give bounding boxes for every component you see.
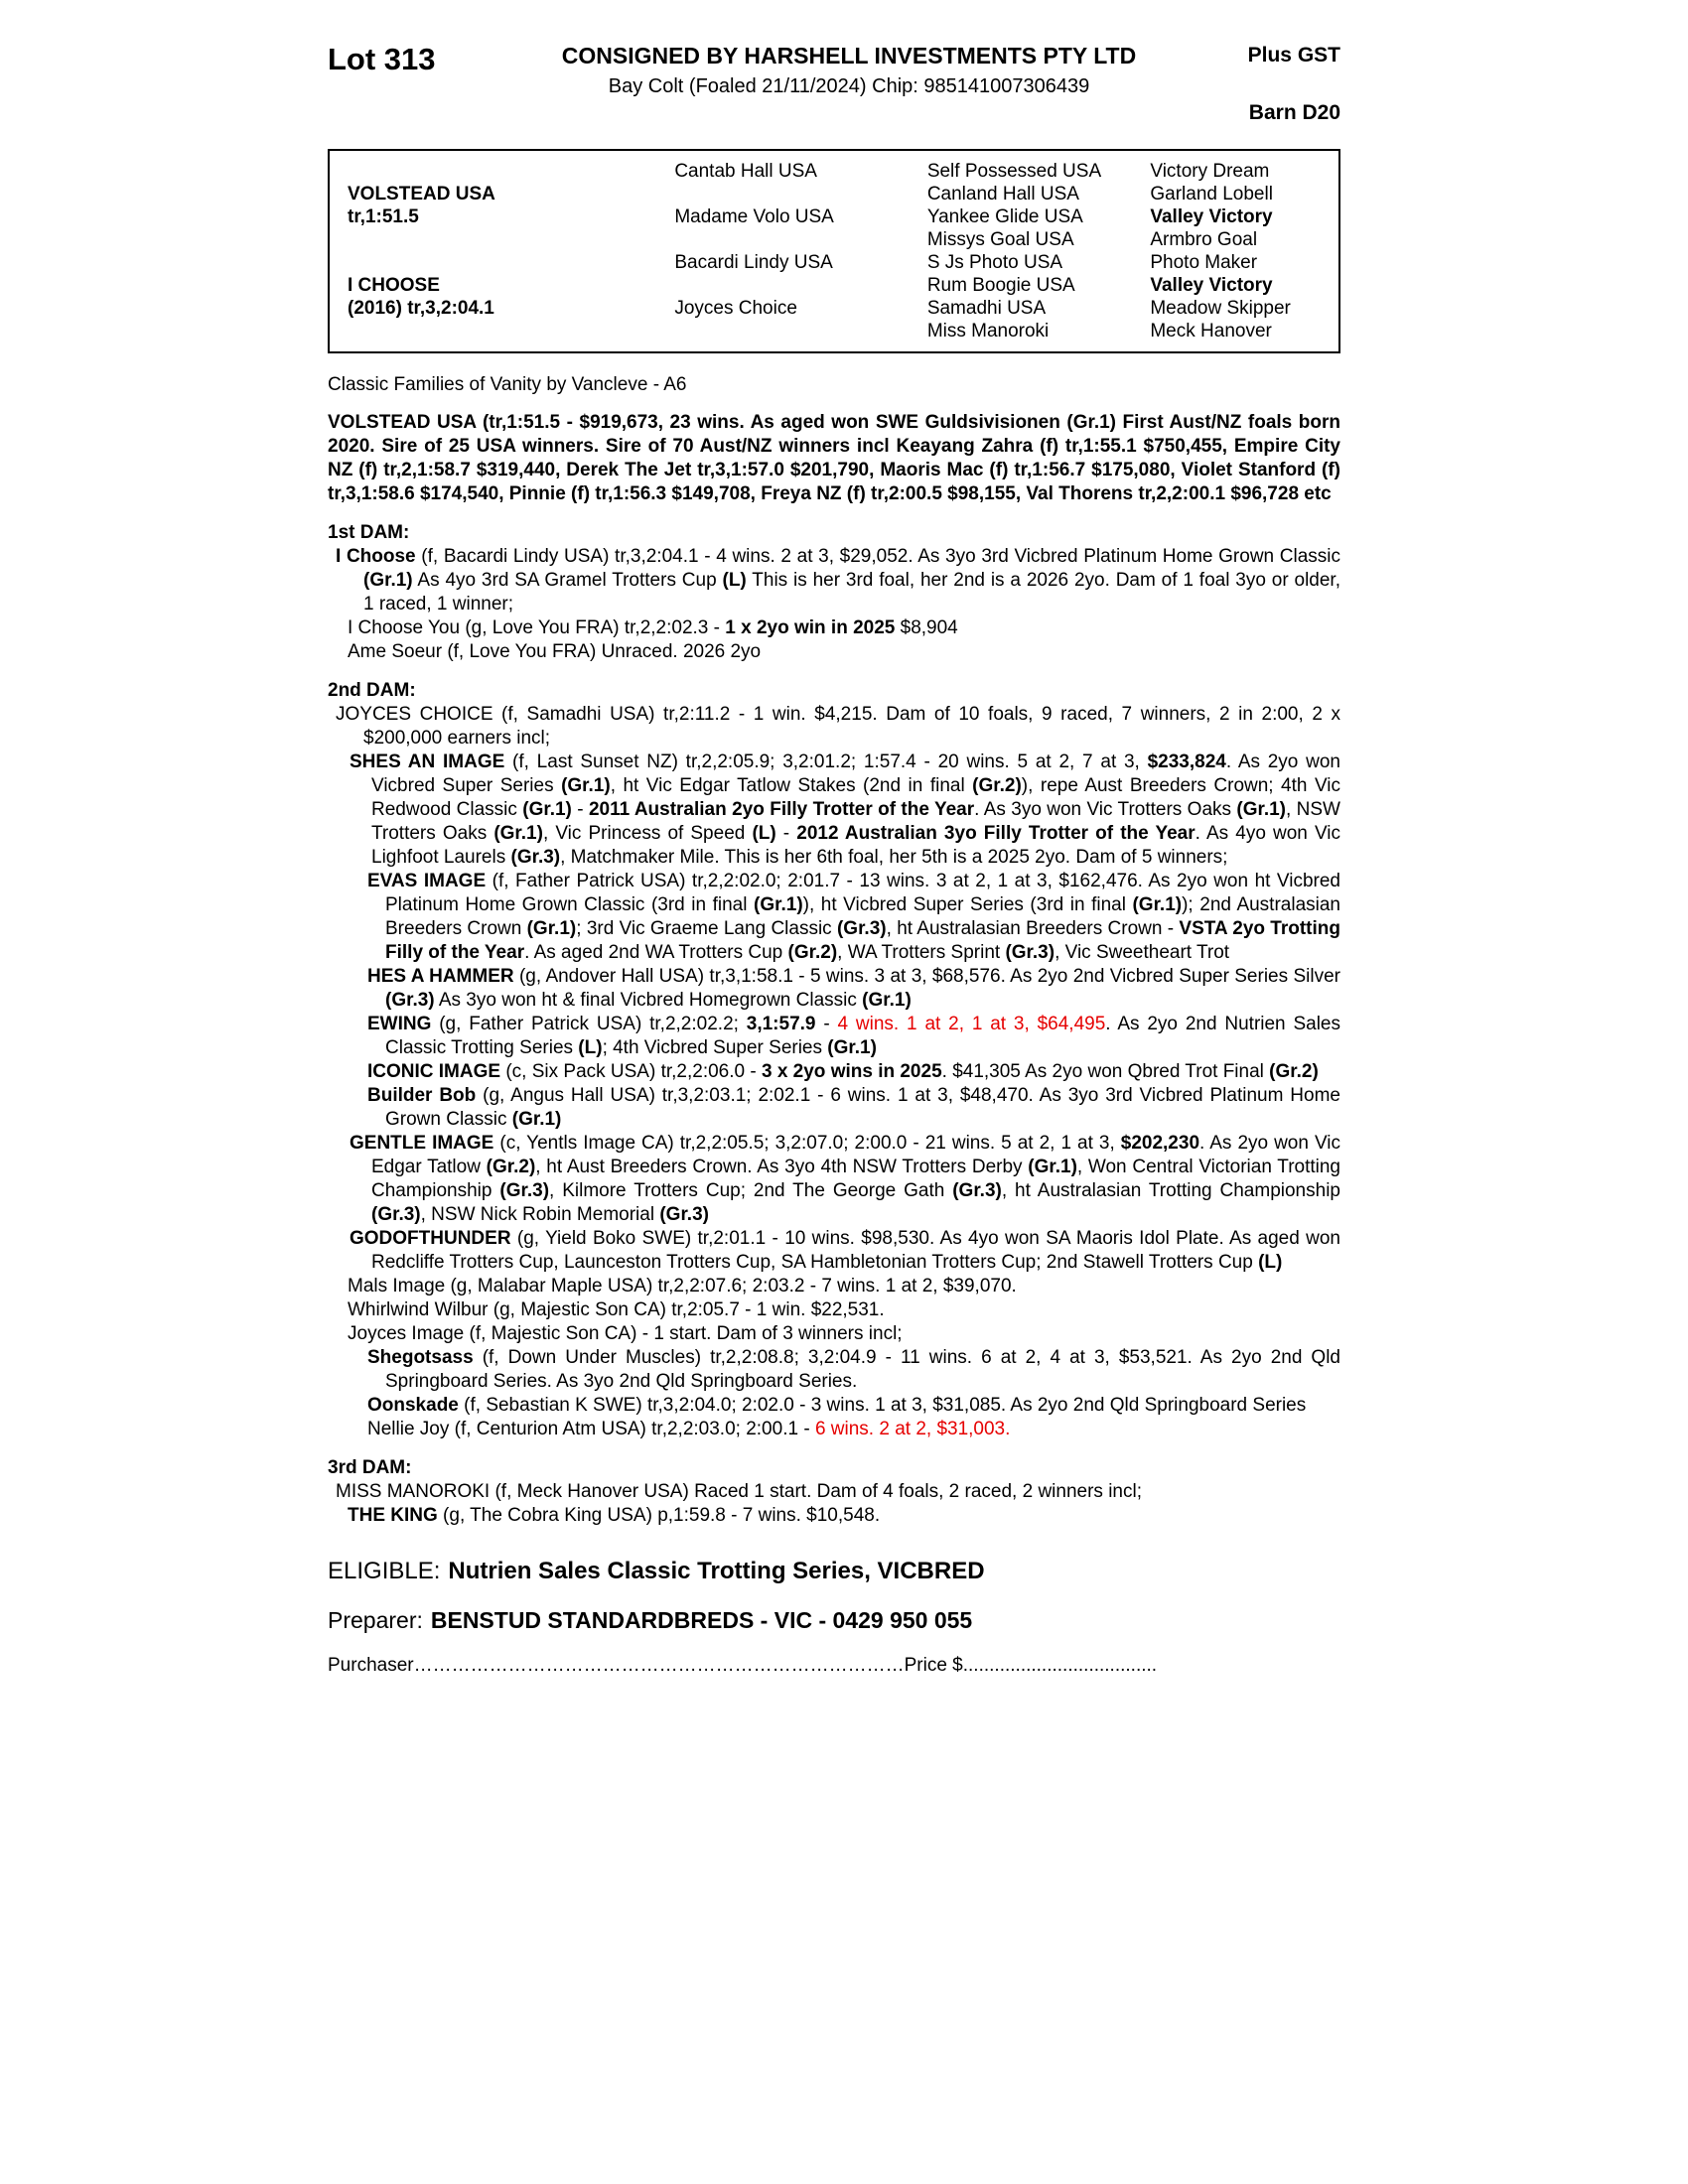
pedigree-cell <box>674 228 926 251</box>
pedigree-cell: Rum Boogie USA <box>926 275 1075 296</box>
price-dotted-leader: ..................................... <box>962 1655 1158 1677</box>
family-note: Classic Families of Vanity by Vancleve - A6 <box>328 374 687 395</box>
pedigree-entry: Ame Soeur (f, Love You FRA) Unraced. 2026 2yo <box>348 641 762 662</box>
pedigree-cell: Armbro Goal <box>1150 229 1258 250</box>
pedigree-entry: Mals Image (g, Malabar Maple USA) tr,2,2:07.6; 2:03.2 - 7 wins. 1 at 2, $39,070. <box>348 1276 1017 1297</box>
preparer-line <box>328 1607 1340 1633</box>
dam-heading: 1st DAM: <box>328 522 410 543</box>
pedigree-entry: HES A HAMMER (g, Andover Hall USA) tr,3,1:58.1 - 5 wins. 3 at 3, $68,576. As 2yo 2nd Vicbred Super Series Silver (Gr.3) As 3yo won ht & final Vicbred Homegrown Classic (Gr.1) <box>367 966 1340 1011</box>
pedigree-entry: I Choose (f, Bacardi Lindy USA) tr,3,2:04.1 - 4 wins. 2 at 3, $29,052. As 3yo 3rd Vicbred Platinum Home Grown Classic (Gr.1) As 4yo 3rd SA Gramel Trotters Cup (L) This is her 3rd foal, her 2nd is a 2026 2yo. Dam of 1 foal 3yo or older, 1 raced, 1 winner; <box>336 546 1341 614</box>
pedigree-cell <box>348 251 674 274</box>
pedigree-cell: Miss Manoroki <box>926 321 1050 341</box>
purchaser-label: Purchaser <box>328 1655 414 1677</box>
pedigree-cell: Meck Hanover <box>1150 321 1272 341</box>
pedigree-entry: Nellie Joy (f, Centurion Atm USA) tr,2,2:03.0; 2:00.1 - 6 wins. 2 at 2, $31,003. <box>367 1419 1011 1439</box>
pedigree-cell: VOLSTEAD USA <box>348 184 495 205</box>
price-label: Price $ <box>904 1655 963 1677</box>
pedigree-cell: Samadhi USA <box>926 298 1047 319</box>
catalog-page <box>328 44 1340 1677</box>
foaling-chip-line: Bay Colt (Foaled 21/11/2024) Chip: 985141007306439 <box>608 75 1090 98</box>
pedigree-cell: (2016) tr,3,2:04.1 <box>348 298 494 319</box>
pedigree-cell: Madame Volo USA <box>674 206 834 227</box>
purchaser-line <box>328 1655 1340 1677</box>
pedigree-cell: Bacardi Lindy USA <box>674 252 833 273</box>
pedigree-entry: Shegotsass (f, Down Under Muscles) tr,2,2:08.8; 3,2:04.9 - 11 wins. 6 at 2, 4 at 3, $53,521. As 2yo 2nd Qld Springboard Series. As 3yo 2nd Qld Springboard Series. <box>367 1347 1340 1392</box>
pedigree-entry: THE KING (g, The Cobra King USA) p,1:59.8 - 7 wins. $10,548. <box>348 1505 881 1526</box>
pedigree-cell: Meadow Skipper <box>1150 298 1291 319</box>
consignor-line: CONSIGNED BY HARSHELL INVESTMENTS PTY LTD <box>561 43 1137 68</box>
pedigree-entry: GODOFTHUNDER (g, Yield Boko SWE) tr,2:01.1 - 10 wins. $98,530. As 4yo won SA Maoris Idol Plate. As aged won Redcliffe Trotters Cup, Launceston Trotters Cup, SA Hambletonian Trotters Cup; 2nd Stawell Trotters Cup (L) <box>350 1228 1340 1273</box>
pedigree-cell: Victory Dream <box>1150 161 1270 182</box>
dam-heading: 3rd DAM: <box>328 1457 412 1478</box>
pedigree-cell: S Js Photo USA <box>926 252 1063 273</box>
pedigree-cell: Garland Lobell <box>1150 184 1273 205</box>
pedigree-cell: tr,1:51.5 <box>348 206 419 227</box>
pedigree-cell: Joyces Choice <box>674 298 797 319</box>
pedigree-entry: SHES AN IMAGE (f, Last Sunset NZ) tr,2,2:05.9; 3,2:01.2; 1:57.4 - 20 wins. 5 at 2, 7 at 3, $233,824. As 2yo won Vicbred Super Series (Gr.1), ht Vic Edgar Tatlow Stakes (2nd in final (Gr.2)), repe Aust Breeders Crown; 4th Vic Redwood Classic (Gr.1) - 2011 Australian 2yo Filly Trotter of the Year. As 3yo won Vic Trotters Oaks (Gr.1), NSW Trotters Oaks (Gr.1), Vic Princess of Speed (L) - 2012 Australian 3yo Filly Trotter of the Year. As 4yo won Vic Lighfoot Laurels (Gr.3), Matchmaker Mile. This is her 6th foal, her 5th is a 2025 2yo. Dam of 5 winners; <box>350 751 1341 868</box>
pedigree-entry: Whirlwind Wilbur (g, Majestic Son CA) tr,2:05.7 - 1 win. $22,531. <box>348 1299 885 1320</box>
pedigree-entry: Builder Bob (g, Angus Hall USA) tr,3,2:03.1; 2:02.1 - 6 wins. 1 at 3, $48,470. As 3yo 3rd Vicbred Platinum Home Grown Classic (Gr.1) <box>367 1085 1340 1130</box>
pedigree-cell: Yankee Glide USA <box>926 206 1083 227</box>
pedigree-cell: Photo Maker <box>1150 252 1258 273</box>
pedigree-entry: I Choose You (g, Love You FRA) tr,2,2:02.3 - 1 x 2yo win in 2025 $8,904 <box>348 617 958 638</box>
preparer-label: Preparer: <box>328 1606 423 1633</box>
eligible-label: ELIGIBLE: <box>328 1558 441 1584</box>
pedigree-table <box>328 149 1340 353</box>
purchaser-dotted-leader: …………………………………………………………………… <box>413 1655 905 1677</box>
sire-paragraph: VOLSTEAD USA (tr,1:51.5 - $919,673, 23 wins. As aged won SWE Guldsivisionen (Gr.1) First Aust/NZ foals born 2020. Sire of 25 USA winners. Sire of 70 Aust/NZ winners incl Keayang Zahra (f) tr,1:55.1 $750,455, Empire City NZ (f) tr,2,1:58.7 $319,440, Derek The Jet tr,3,1:57.0 $201,790, Maoris Mac (f) tr,1:56.7 $175,080, Violet Stanford (f) tr,3,1:58.6 $174,540, Pinnie (f) tr,1:56.3 $149,708, Freya NZ (f) tr,2:00.5 $98,155, Val Thorens tr,2,2:00.1 $96,728 etc <box>328 412 1340 504</box>
pedigree-cell <box>348 228 674 251</box>
preparer-text: BENSTUD STANDARDBREDS - VIC - 0429 950 055 <box>430 1606 973 1633</box>
pedigree-cell <box>348 320 674 342</box>
pedigree-cell: Canland Hall USA <box>926 184 1079 205</box>
eligible-text: Nutrien Sales Classic Trotting Series, VICBRED <box>448 1558 985 1584</box>
pedigree-cell: Valley Victory <box>1150 206 1273 227</box>
pedigree-cell: Missys Goal USA <box>926 229 1074 250</box>
pedigree-entry: JOYCES CHOICE (f, Samadhi USA) tr,2:11.2 - 1 win. $4,215. Dam of 10 foals, 9 raced, 7 winners, 2 in 2:00, 2 x $200,000 earners incl; <box>336 704 1340 749</box>
plus-gst-label: Plus GST <box>1247 44 1340 67</box>
lot-number: Lot 313 <box>328 42 436 76</box>
header-center <box>511 44 1187 98</box>
pedigree-cell: Cantab Hall USA <box>674 161 817 182</box>
pedigree-entry: ICONIC IMAGE (c, Six Pack USA) tr,2,2:06.0 - 3 x 2yo wins in 2025. $41,305 As 2yo won Qbred Trot Final (Gr.2) <box>367 1061 1319 1082</box>
pedigree-entry: EWING (g, Father Patrick USA) tr,2,2:02.2; 3,1:57.9 - 4 wins. 1 at 2, 1 at 3, $64,495. As 2yo 2nd Nutrien Sales Classic Trotting Series (L); 4th Vicbred Super Series (Gr.1) <box>367 1014 1340 1058</box>
pedigree-entry: EVAS IMAGE (f, Father Patrick USA) tr,2,2:02.0; 2:01.7 - 13 wins. 3 at 2, 1 at 3, $162,476. As 2yo won ht Vicbred Platinum Home Grown Classic (3rd in final (Gr.1)), ht Vicbred Super Series (3rd in final (Gr.1)); 2nd Australasian Breeders Crown (Gr.1); 3rd Vic Graeme Lang Classic (Gr.3), ht Australasian Breeders Crown - VSTA 2yo Trotting Filly of the Year. As aged 2nd WA Trotters Cup (Gr.2), WA Trotters Sprint (Gr.3), Vic Sweetheart Trot <box>367 871 1341 963</box>
barn-label: Barn D20 <box>1248 101 1340 124</box>
pedigree-cell <box>348 160 674 183</box>
pedigree-cell <box>674 183 926 205</box>
pedigree-cell <box>674 320 926 342</box>
dam-sections <box>328 521 1340 1528</box>
pedigree-cell <box>674 274 926 297</box>
pedigree-entry: Oonskade (f, Sebastian K SWE) tr,3,2:04.0; 2:02.0 - 3 wins. 1 at 3, $31,085. As 2yo 2nd Qld Springboard Series <box>367 1395 1307 1416</box>
pedigree-cell: I CHOOSE <box>348 275 440 296</box>
page-header <box>328 44 1340 125</box>
pedigree-entry: MISS MANOROKI (f, Meck Hanover USA) Raced 1 start. Dam of 4 foals, 2 raced, 2 winners incl; <box>336 1481 1142 1502</box>
dam-heading: 2nd DAM: <box>328 680 416 701</box>
header-right <box>1187 44 1340 125</box>
pedigree-entry: Joyces Image (f, Majestic Son CA) - 1 start. Dam of 3 winners incl; <box>348 1323 903 1344</box>
pedigree-cell: Self Possessed USA <box>926 161 1102 182</box>
pedigree-cell: Valley Victory <box>1150 275 1273 296</box>
pedigree-entry: GENTLE IMAGE (c, Yentls Image CA) tr,2,2:05.5; 3,2:07.0; 2:00.0 - 21 wins. 5 at 2, 1 at 3, $202,230. As 2yo won Vic Edgar Tatlow (Gr.2), ht Aust Breeders Crown. As 3yo 4th NSW Trotters Derby (Gr.1), Won Central Victorian Trotting Championship (Gr.3), Kilmore Trotters Cup; 2nd The George Gath (Gr.3), ht Australasian Trotting Championship (Gr.3), NSW Nick Robin Memorial (Gr.3) <box>350 1133 1341 1225</box>
eligible-line <box>328 1558 1340 1585</box>
